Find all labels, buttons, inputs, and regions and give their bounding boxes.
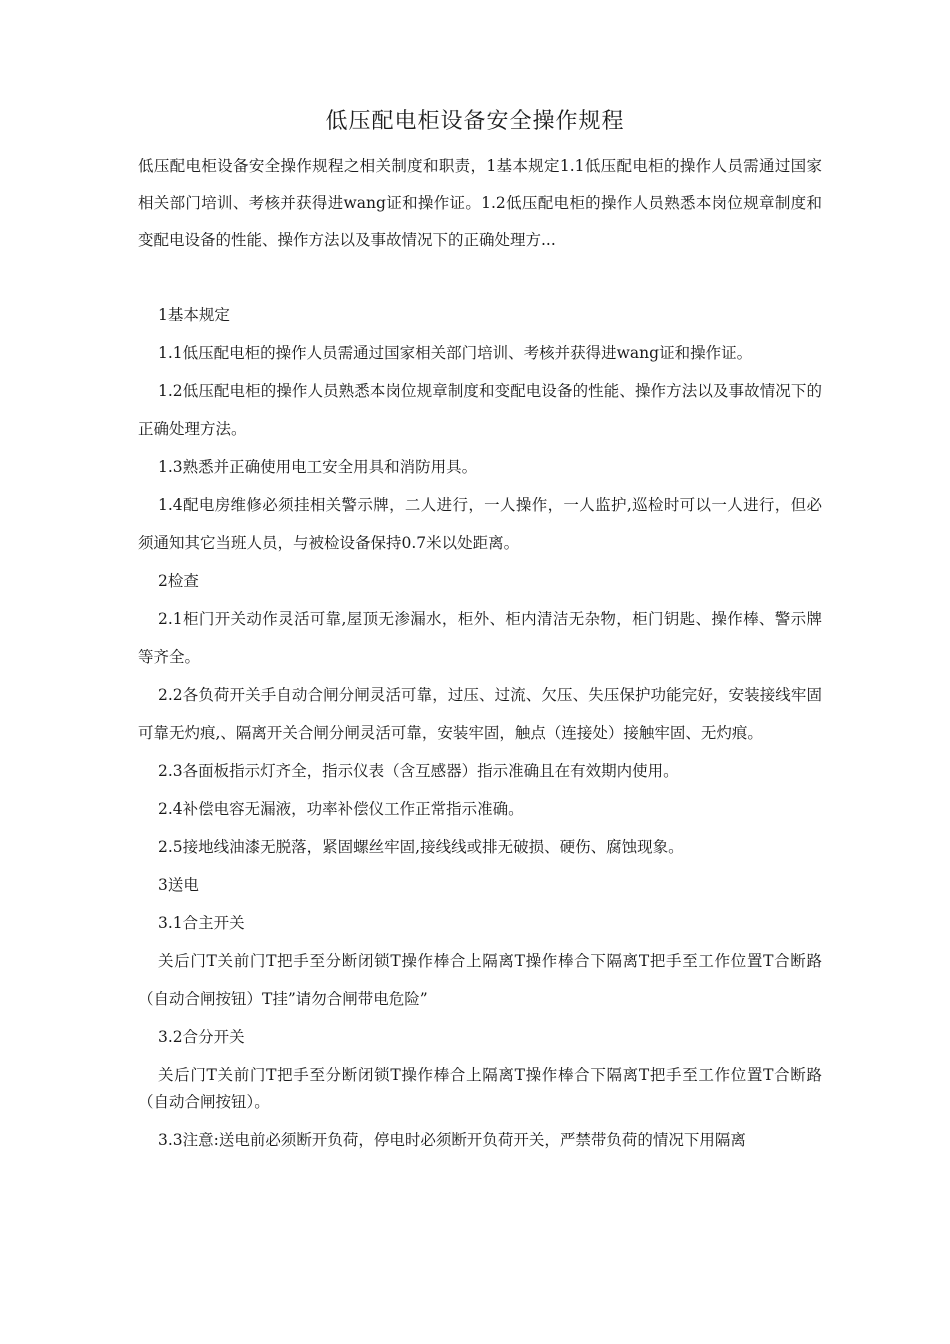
paragraph: 2.4补偿电容无漏液，功率补偿仪工作正常指示准确。 (158, 800, 524, 818)
paragraph: 2.1柜门开关动作灵活可靠,屋顶无渗漏水，柜外、柜内清洁无杂物，柜门钥匙、操作棒、警示牌等齐全。 (138, 610, 822, 666)
paragraph: 2.5接地线油漆无脱落，紧固螺丝牢固,接线线或排无破损、硬伤、腐蚀现象。 (158, 838, 684, 856)
section-heading: 3送电 (158, 876, 199, 894)
paragraph: 关后门T关前门T把手至分断闭锁T操作棒合上隔离T操作棒合下隔离T把手至工作位置T合断路（自动合闸按钮）T挂”请勿合闸带电危险” (138, 952, 822, 1008)
document-body (138, 296, 822, 1159)
paragraph: 1.1低压配电柜的操作人员需通过国家相关部门培训、考核并获得进wang证和操作证。 (158, 344, 753, 362)
paragraph: 1.3熟悉并正确使用电工安全用具和消防用具。 (158, 458, 478, 476)
paragraph: 关后门T关前门T把手至分断闭锁T操作棒合上隔离T操作棒合下隔离T把手至工作位置T合断路（自动合闸按钮）。 (138, 1066, 822, 1111)
paragraph: 2.3各面板指示灯齐全，指示仪表（含互感器）指示准确且在有效期内使用。 (158, 762, 679, 780)
paragraph: 3.3注意:送电前必须断开负荷，停电时必须断开负荷开关，严禁带负荷的情况下用隔离 (158, 1131, 746, 1149)
paragraph: 2.2各负荷开关手自动合闸分闸灵活可靠，过压、过流、欠压、失压保护功能完好，安装接线牢固可靠无灼痕,、隔离开关合闸分闸灵活可靠，安装牢固，触点（连接处）接触牢固、无灼痕。 (138, 686, 822, 742)
section-heading: 2检查 (158, 572, 199, 590)
subsection-heading: 3.2合分开关 (158, 1028, 245, 1046)
section-heading: 1基本规定 (158, 306, 230, 324)
paragraph: 1.2低压配电柜的操作人员熟悉本岗位规章制度和变配电设备的性能、操作方法以及事故情况下的正确处理方法。 (138, 382, 822, 438)
paragraph: 1.4配电房维修必须挂相关警示牌，二人进行，一人操作，一人监护,巡检时可以一人进行，但必须通知其它当班人员，与被检设备保持0.7米以处距离。 (138, 496, 822, 552)
subsection-heading: 3.1合主开关 (158, 914, 245, 932)
document-summary: 低压配电柜设备安全操作规程之相关制度和职责，1基本规定1.1低压配电柜的操作人员需通过国家相关部门培训、考核并获得进wang证和操作证。1.2低压配电柜的操作人员熟悉本岗位规章制度和变配电设备的性能、操作方法以及事故情况下的正确处理方... (138, 157, 822, 249)
document-title: 低压配电柜设备安全操作规程 (325, 109, 625, 134)
